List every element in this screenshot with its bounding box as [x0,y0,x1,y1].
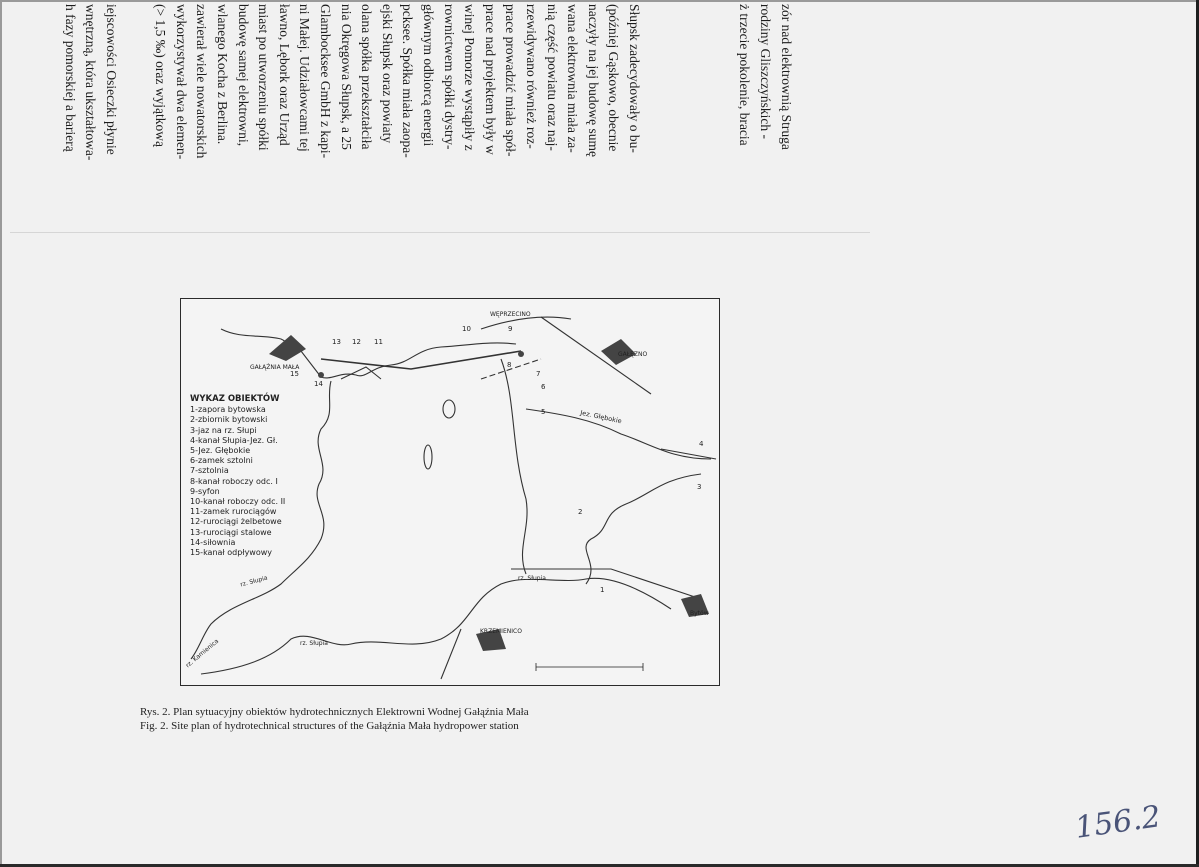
place-label: rz. Kamienica [184,637,221,670]
legend-item: 15-kanał odpływowy [190,548,273,558]
map-number: 13 [332,338,341,346]
legend-item: 5-Jez. Głębokie [190,446,251,456]
text-line: winej Pomorze wystąpiły z [462,4,478,151]
road-line [341,367,381,379]
text-line: (> 1,5 ‰) oraz wyjątkową [153,4,169,147]
lake-shape [443,400,455,418]
map-number: 15 [290,370,299,378]
text-line: naczyły na jej budowę sumę [585,4,601,157]
text-line: Słupsk zadecydowały o bu- [627,4,642,153]
map-number: 1 [600,586,605,594]
text-line: wana elektrownia miała za- [565,4,581,153]
legend-item: 14-siłownia [190,537,236,547]
text-line: ławno, Lębork oraz Urząd [276,4,292,146]
text-line: Glambocksee GmbH z kapi- [318,4,333,159]
legend-item: 9-syfon [190,486,220,496]
map-number: 7 [536,370,541,378]
legend-item: 11-zamek rurociągów [190,507,277,517]
legend-item: 4-kanał Słupia-Jez. Gł. [190,435,278,445]
town-galaznia [269,335,306,361]
text-line: (później Gąskowo, obecnie [606,4,622,152]
map-number: 14 [314,380,323,388]
structure-point [518,351,524,357]
structure-point [318,372,324,378]
page-fold-line [10,232,870,233]
scan-edge-left [0,0,2,867]
legend-item: 1-zapora bytowska [190,405,266,415]
text-line: h fazy pomorskiej a barierą [62,4,78,152]
map-number: 12 [352,338,361,346]
legend-item: 8-kanał roboczy odc. I [190,476,278,486]
canal-line [321,351,521,369]
map-number: 11 [374,338,383,346]
map-number: 9 [508,325,513,333]
text-line: rodziny Gliszczyńskich - [758,4,773,139]
place-label: KRZEMIENICO [480,628,522,635]
place-label: rz. Słupia [239,574,269,589]
text-line: nią część powiatu oraz naj- [544,4,560,151]
text-line: głównym odbiorcą energii [421,4,436,147]
legend-item: 10-kanał roboczy odc. II [190,497,286,507]
text-line: ni Małej. Udziałowcami tej [297,4,313,152]
place-label: Bytów [690,610,709,617]
text-line: ejski Słupsk oraz powiaty [379,4,395,144]
text-line: wykorzystywał dwa elemen- [173,4,189,160]
text-line: wlanego Kocha z Berlina. [215,4,230,145]
text-line: pcksee. Spółka miała zaopa- [400,4,416,158]
legend-item: 3-jaz na rz. Słupi [190,425,257,435]
text-line: rzewidywano również roz- [524,4,539,149]
place-label: GAŁĘZNO [618,351,648,358]
legend-list [190,405,285,558]
text-line: iejscowości Osieczki płynie [104,4,119,155]
text-line: ż trzecie pokolenie, bracia [737,4,752,146]
river-line [501,359,527,574]
lake-shape [424,445,432,469]
text-line: wnętrzną, która ukształtowa- [83,4,99,161]
text-line: zawierał wiele nowatorskich [194,4,210,159]
handwritten-page-number: 156.2 [1072,799,1163,846]
map-number: 4 [699,440,704,448]
legend-item: 13-rurociągi stalowe [190,527,272,537]
map-number: 5 [541,408,546,416]
text-line: prace nad projektem były w [482,4,498,155]
text-line: budowę samej elektrowni, [235,4,251,147]
map-number: 6 [541,383,546,391]
map-number: 2 [578,508,583,516]
legend-item: 12-rurociągi żelbetowe [190,517,282,527]
legend-item: 7-sztolnia [190,466,229,476]
map-number: 10 [462,325,471,333]
place-label: WĘPRZECINO [490,311,531,318]
map-number: 3 [697,483,702,491]
scan-edge-top [0,0,1199,2]
text-line: olana spółka przekształciła [359,4,375,150]
legend-title: WYKAZ OBIEKTÓW [190,394,280,404]
dam-line [511,569,701,599]
place-label: Jez. Głębokie [579,408,623,426]
road-line [441,629,461,679]
text-line: zór nad elektrownią Struga [779,4,794,150]
text-line: nia Okręgowa Słupsk, a 25 [338,4,354,150]
legend-item: 2-zbiornik bytowski [190,415,268,425]
figure-caption-english: Fig. 2. Site plan of hydrotechnical structures of the Gałąźnia Mała hydropower station [140,720,519,732]
place-label: rz. Słupia [518,575,546,582]
map-legend [190,394,285,558]
text-line: prace prowadzić miała spół- [503,4,519,157]
legend-item: 6-zamek sztolni [190,456,253,466]
map-number: 8 [507,361,512,369]
place-label: GAŁĄŹNIA MAŁA [250,364,300,371]
reservoir-line [586,474,701,584]
road-line [481,317,571,329]
figure-caption-polish: Rys. 2. Plan sytuacyjny obiektów hydrotechnicznych Elektrowni Wodnej Gałąźnia Mała [140,706,529,718]
text-line: miast po utworzeniu spółki [256,4,272,151]
place-label: rz. Słupia [300,640,328,647]
text-line: rownictwem spółki dystry- [441,4,457,150]
